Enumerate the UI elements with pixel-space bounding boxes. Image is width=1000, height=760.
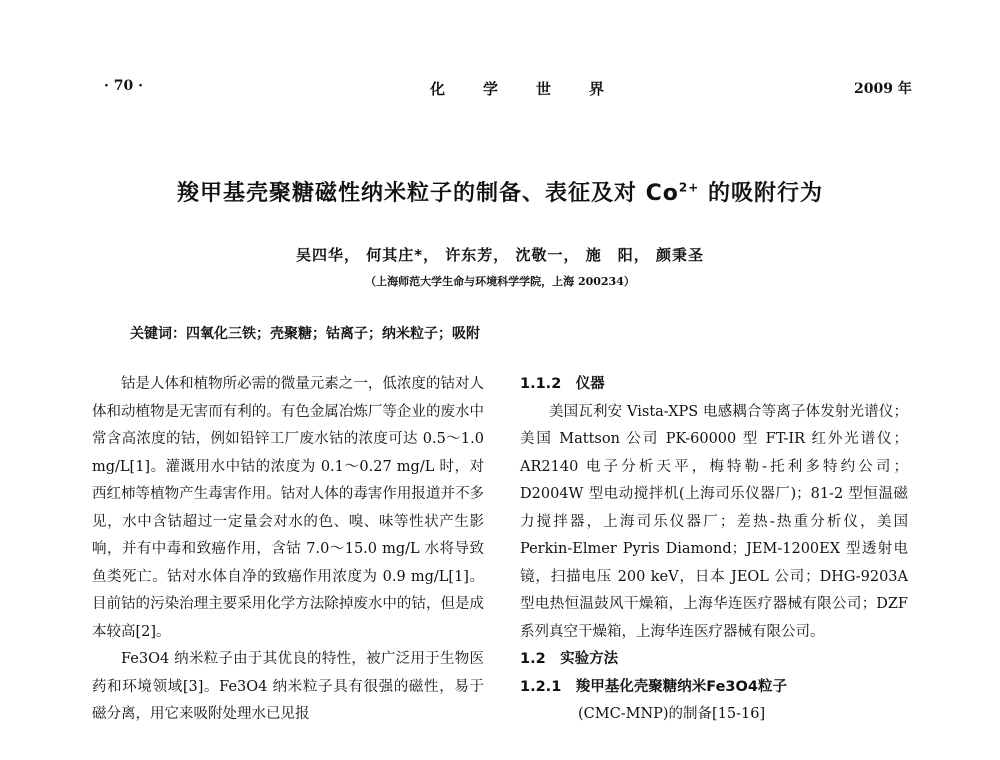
section-heading-1-2: 1.2 实验方法: [520, 651, 619, 667]
keywords: [130, 323, 480, 343]
title-main: 羧甲基壳聚糖磁性纳米粒子的制备、表征及对 Co: [177, 181, 679, 206]
section-heading-1-1-2: 1.1.2 仪器: [520, 376, 605, 392]
paragraph-fe3o4: Fe3O4 纳米粒子由于其优良的特性，被广泛用于生物医药和环境领域[3]。Fe3O4 纳米粒子具有很强的磁性，易于磁分离，用它来吸附处理水已见报: [92, 651, 484, 722]
journal-year: 2009 年: [854, 81, 912, 97]
page-number: · 70 ·: [104, 78, 143, 94]
keywords-text: 四氧化三铁；壳聚糖；钴离子；纳米粒子；吸附: [186, 326, 480, 342]
paragraph-continued: (CMC-MNP)的制备[15-16]: [578, 706, 766, 722]
journal-name: 化学世界: [430, 80, 643, 98]
affiliation: （上海师范大学生命与环境科学学院，上海 200234）: [365, 275, 635, 288]
article-title: [0, 176, 1000, 207]
keywords-label: 关键词：: [130, 326, 186, 342]
section-heading-1-2-1: 1.2.1 羧甲基化壳聚糖纳米Fe3O4粒子: [520, 678, 787, 695]
paragraph-intro: 钴是人体和植物所必需的微量元素之一，低浓度的钴对人体和动植物是无害而有利的。有色金属冶炼厂等企业的废水中常含高浓度的钴，例如铅锌工厂废水钴的浓度可达 0.5～1.0 mg/L[1]。灌溉用水中钴的浓度为 0.1～0.27 mg/L 时，对西红柿等植物产生毒害作用。钴对人体的毒害作用报道并不多见，水中含钴超过一定量会对水的色、嗅、味等性状产生影响，并有中毒和致癌作用，含钴 7.0～15.0 mg/L 水将导致鱼类死亡。钴对水体自净的致癌作用浓度为 0.9 mg/L[1]。目前钴的污染治理主要采用化学方法除掉废水中的钴，但是成本较高[2]。: [92, 376, 484, 640]
right-column: [520, 371, 908, 729]
title-tail: 的吸附行为: [699, 181, 823, 206]
title-superscript: 2+: [678, 180, 700, 195]
left-column: [92, 371, 484, 729]
paragraph-instruments: 美国瓦利安 Vista-XPS 电感耦合等离子体发射光谱仪；美国 Mattson 公司 PK-60000 型 FT-IR 红外光谱仪；AR2140 电子分析天平，梅特勒-托利多特约公司；D2004W 型电动搅拌机(上海司乐仪器厂)；81-2 型恒温磁力搅拌器，上海司乐仪器厂；差热-热重分析仪，美国 Perkin-Elmer Pyris Diamond；JEM-1200EX 型透射电镜，扫描电压 200 keV，日本 JEOL 公司；DHG-9203A 型电热恒温鼓风干燥箱，上海华连医疗器械有限公司；DZF 系列真空干燥箱，上海华连医疗器械有限公司。: [520, 403, 908, 640]
author-list: 吴四华， 何其庄*， 许东芳， 沈敬一， 施 阳， 颜秉圣: [296, 246, 704, 264]
